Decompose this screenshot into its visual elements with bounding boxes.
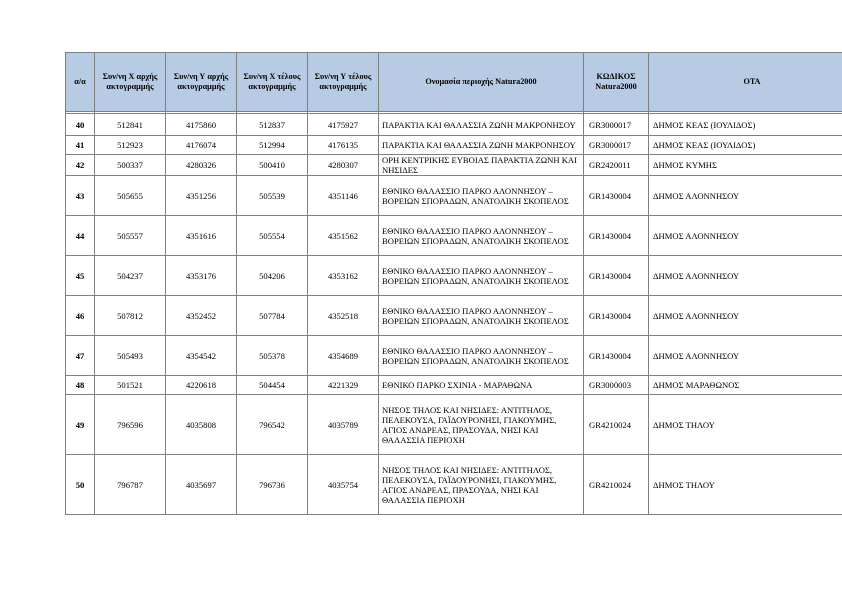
cell-x-end: 796736 xyxy=(237,455,308,515)
cell-y-end: 4035789 xyxy=(308,395,379,455)
cell-x-end: 504206 xyxy=(237,256,308,296)
cell-area-name: ΕΘΝΙΚΟ ΠΑΡΚΟ ΣΧΙΝΙΑ - ΜΑΡΑΘΩΝΑ xyxy=(379,376,584,395)
cell-y-start: 4351256 xyxy=(166,176,237,216)
cell-x-start: 796787 xyxy=(95,455,166,515)
header-x-start: Συν/νη Χ αρχής ακτογραμμής xyxy=(95,53,166,112)
cell-code: GR3000017 xyxy=(584,136,649,155)
cell-y-start: 4220618 xyxy=(166,376,237,395)
cell-y-end: 4035754 xyxy=(308,455,379,515)
cell-ota: ΔΗΜΟΣ ΚΥΜΗΣ xyxy=(649,155,842,176)
cell-x-end: 512837 xyxy=(237,114,308,136)
cell-code: GR1430004 xyxy=(584,336,649,376)
cell-aa: 45 xyxy=(66,256,95,296)
header-y-end: Συν/νη Υ τέλους ακτογραμμής xyxy=(308,53,379,112)
header-ota: ΟΤΑ xyxy=(649,53,842,112)
header-area-name: Ονομασία περιοχής Natura2000 xyxy=(379,53,584,112)
cell-aa: 41 xyxy=(66,136,95,155)
cell-x-end: 507784 xyxy=(237,296,308,336)
cell-x-start: 504237 xyxy=(95,256,166,296)
table-row xyxy=(66,455,842,515)
cell-y-start: 4351616 xyxy=(166,216,237,256)
table-body xyxy=(66,112,842,515)
cell-x-end: 500410 xyxy=(237,155,308,176)
cell-y-end: 4352518 xyxy=(308,296,379,336)
header-y-start: Συν/νη Υ αρχής ακτογραμμής xyxy=(166,53,237,112)
cell-y-start: 4354542 xyxy=(166,336,237,376)
cell-aa: 49 xyxy=(66,395,95,455)
cell-y-end: 4353162 xyxy=(308,256,379,296)
cell-ota: ΔΗΜΟΣ ΚΕΑΣ (ΙΟΥΛΙΔΟΣ) xyxy=(649,136,842,155)
cell-code: GR3000003 xyxy=(584,376,649,395)
cell-x-end: 505539 xyxy=(237,176,308,216)
cell-x-end: 505554 xyxy=(237,216,308,256)
cell-area-name: ΝΗΣΟΣ ΤΗΛΟΣ ΚΑΙ ΝΗΣΙΔΕΣ: ΑΝΤΙΤΗΛΟΣ, ΠΕΛΕΚΟΥΣΑ, ΓΑΪΔΟΥΡΟΝΗΣΙ, ΓΙΑΚΟΥΜΗΣ, ΑΓΙΟΣ ΑΝΔΡΕΑΣ, ΠΡΑΣΟΥΔΑ, ΝΗΣΙ ΚΑΙ ΘΑΛΑΣΣΙΑ ΠΕΡΙΟΧΗ xyxy=(379,455,584,515)
cell-ota: ΔΗΜΟΣ ΜΑΡΑΘΩΝΟΣ xyxy=(649,376,842,395)
cell-ota: ΔΗΜΟΣ ΑΛΟΝΝΗΣΟΥ xyxy=(649,296,842,336)
cell-code: GR4210024 xyxy=(584,455,649,515)
cell-aa: 43 xyxy=(66,176,95,216)
cell-code: GR1430004 xyxy=(584,176,649,216)
cell-aa: 40 xyxy=(66,114,95,136)
cell-code: GR3000017 xyxy=(584,114,649,136)
cell-x-end: 504454 xyxy=(237,376,308,395)
cell-aa: 44 xyxy=(66,216,95,256)
cell-x-end: 512994 xyxy=(237,136,308,155)
header-aa: α/α xyxy=(66,53,95,112)
cell-y-start: 4035697 xyxy=(166,455,237,515)
table-row xyxy=(66,395,842,455)
cell-area-name: ΕΘΝΙΚΟ ΘΑΛΑΣΣΙΟ ΠΑΡΚΟ ΑΛΟΝΝΗΣΟΥ – ΒΟΡΕΙΩΝ ΣΠΟΡΑΔΩΝ, ΑΝΑΤΟΛΙΚΗ ΣΚΟΠΕΛΟΣ xyxy=(379,176,584,216)
cell-area-name: ΕΘΝΙΚΟ ΘΑΛΑΣΣΙΟ ΠΑΡΚΟ ΑΛΟΝΝΗΣΟΥ – ΒΟΡΕΙΩΝ ΣΠΟΡΑΔΩΝ, ΑΝΑΤΟΛΙΚΗ ΣΚΟΠΕΛΟΣ xyxy=(379,256,584,296)
cell-ota: ΔΗΜΟΣ ΤΗΛΟΥ xyxy=(649,395,842,455)
cell-area-name: ΠΑΡΑΚΤΙΑ ΚΑΙ ΘΑΛΑΣΣΙΑ ΖΩΝΗ ΜΑΚΡΟΝΗΣΟΥ xyxy=(379,136,584,155)
table-row xyxy=(66,176,842,216)
cell-x-start: 512923 xyxy=(95,136,166,155)
cell-aa: 50 xyxy=(66,455,95,515)
cell-code: GR1430004 xyxy=(584,216,649,256)
cell-code: GR4210024 xyxy=(584,395,649,455)
cell-area-name: ΠΑΡΑΚΤΙΑ ΚΑΙ ΘΑΛΑΣΣΙΑ ΖΩΝΗ ΜΑΚΡΟΝΗΣΟΥ xyxy=(379,114,584,136)
cell-code: GR1430004 xyxy=(584,296,649,336)
cell-x-end: 796542 xyxy=(237,395,308,455)
table-row xyxy=(66,136,842,155)
cell-y-start: 4175860 xyxy=(166,114,237,136)
cell-aa: 48 xyxy=(66,376,95,395)
cell-ota: ΔΗΜΟΣ ΑΛΟΝΝΗΣΟΥ xyxy=(649,216,842,256)
cell-x-start: 505493 xyxy=(95,336,166,376)
cell-y-end: 4354689 xyxy=(308,336,379,376)
cell-x-start: 512841 xyxy=(95,114,166,136)
cell-y-end: 4351562 xyxy=(308,216,379,256)
table-row xyxy=(66,256,842,296)
cell-ota: ΔΗΜΟΣ ΚΕΑΣ (ΙΟΥΛΙΔΟΣ) xyxy=(649,114,842,136)
cell-y-end: 4280307 xyxy=(308,155,379,176)
cell-aa: 42 xyxy=(66,155,95,176)
cell-code: GR1430004 xyxy=(584,256,649,296)
cell-y-end: 4175927 xyxy=(308,114,379,136)
cell-area-name: ΕΘΝΙΚΟ ΘΑΛΑΣΣΙΟ ΠΑΡΚΟ ΑΛΟΝΝΗΣΟΥ – ΒΟΡΕΙΩΝ ΣΠΟΡΑΔΩΝ, ΑΝΑΤΟΛΙΚΗ ΣΚΟΠΕΛΟΣ xyxy=(379,336,584,376)
cell-aa: 46 xyxy=(66,296,95,336)
cell-area-name: ΝΗΣΟΣ ΤΗΛΟΣ ΚΑΙ ΝΗΣΙΔΕΣ: ΑΝΤΙΤΗΛΟΣ, ΠΕΛΕΚΟΥΣΑ, ΓΑΪΔΟΥΡΟΝΗΣΙ, ΓΙΑΚΟΥΜΗΣ, ΑΓΙΟΣ ΑΝΔΡΕΑΣ, ΠΡΑΣΟΥΔΑ, ΝΗΣΙ ΚΑΙ ΘΑΛΑΣΣΙΑ ΠΕΡΙΟΧΗ xyxy=(379,395,584,455)
cell-y-start: 4176074 xyxy=(166,136,237,155)
header-code: ΚΩΔΙΚΟΣ Natura2000 xyxy=(584,53,649,112)
table-row xyxy=(66,114,842,136)
cell-y-end: 4351146 xyxy=(308,176,379,216)
cell-y-end: 4221329 xyxy=(308,376,379,395)
cell-ota: ΔΗΜΟΣ ΤΗΛΟΥ xyxy=(649,455,842,515)
cell-y-start: 4353176 xyxy=(166,256,237,296)
cell-y-start: 4035808 xyxy=(166,395,237,455)
cell-code: GR2420011 xyxy=(584,155,649,176)
cell-x-start: 500337 xyxy=(95,155,166,176)
cell-y-end: 4176135 xyxy=(308,136,379,155)
cell-area-name: ΟΡΗ ΚΕΝΤΡΙΚΗΣ ΕΥΒΟΙΑΣ ΠΑΡΑΚΤΙΑ ΖΩΝΗ ΚΑΙ ΝΗΣΙΔΕΣ xyxy=(379,155,584,176)
cell-area-name: ΕΘΝΙΚΟ ΘΑΛΑΣΣΙΟ ΠΑΡΚΟ ΑΛΟΝΝΗΣΟΥ – ΒΟΡΕΙΩΝ ΣΠΟΡΑΔΩΝ, ΑΝΑΤΟΛΙΚΗ ΣΚΟΠΕΛΟΣ xyxy=(379,296,584,336)
cell-ota: ΔΗΜΟΣ ΑΛΟΝΝΗΣΟΥ xyxy=(649,176,842,216)
cell-aa: 47 xyxy=(66,336,95,376)
cell-x-start: 501521 xyxy=(95,376,166,395)
cell-x-end: 505378 xyxy=(237,336,308,376)
table-row xyxy=(66,296,842,336)
coastline-table xyxy=(65,52,842,515)
cell-y-start: 4280326 xyxy=(166,155,237,176)
cell-area-name: ΕΘΝΙΚΟ ΘΑΛΑΣΣΙΟ ΠΑΡΚΟ ΑΛΟΝΝΗΣΟΥ – ΒΟΡΕΙΩΝ ΣΠΟΡΑΔΩΝ, ΑΝΑΤΟΛΙΚΗ ΣΚΟΠΕΛΟΣ xyxy=(379,216,584,256)
cell-ota: ΔΗΜΟΣ ΑΛΟΝΝΗΣΟΥ xyxy=(649,256,842,296)
table-row xyxy=(66,336,842,376)
table-row xyxy=(66,376,842,395)
cell-x-start: 507812 xyxy=(95,296,166,336)
table-row xyxy=(66,155,842,176)
table-header xyxy=(66,53,842,112)
cell-y-start: 4352452 xyxy=(166,296,237,336)
cell-x-start: 796596 xyxy=(95,395,166,455)
header-x-end: Συν/νη Χ τέλους ακτογραμμής xyxy=(237,53,308,112)
cell-ota: ΔΗΜΟΣ ΑΛΟΝΝΗΣΟΥ xyxy=(649,336,842,376)
table-row xyxy=(66,216,842,256)
cell-x-start: 505655 xyxy=(95,176,166,216)
cell-x-start: 505557 xyxy=(95,216,166,256)
